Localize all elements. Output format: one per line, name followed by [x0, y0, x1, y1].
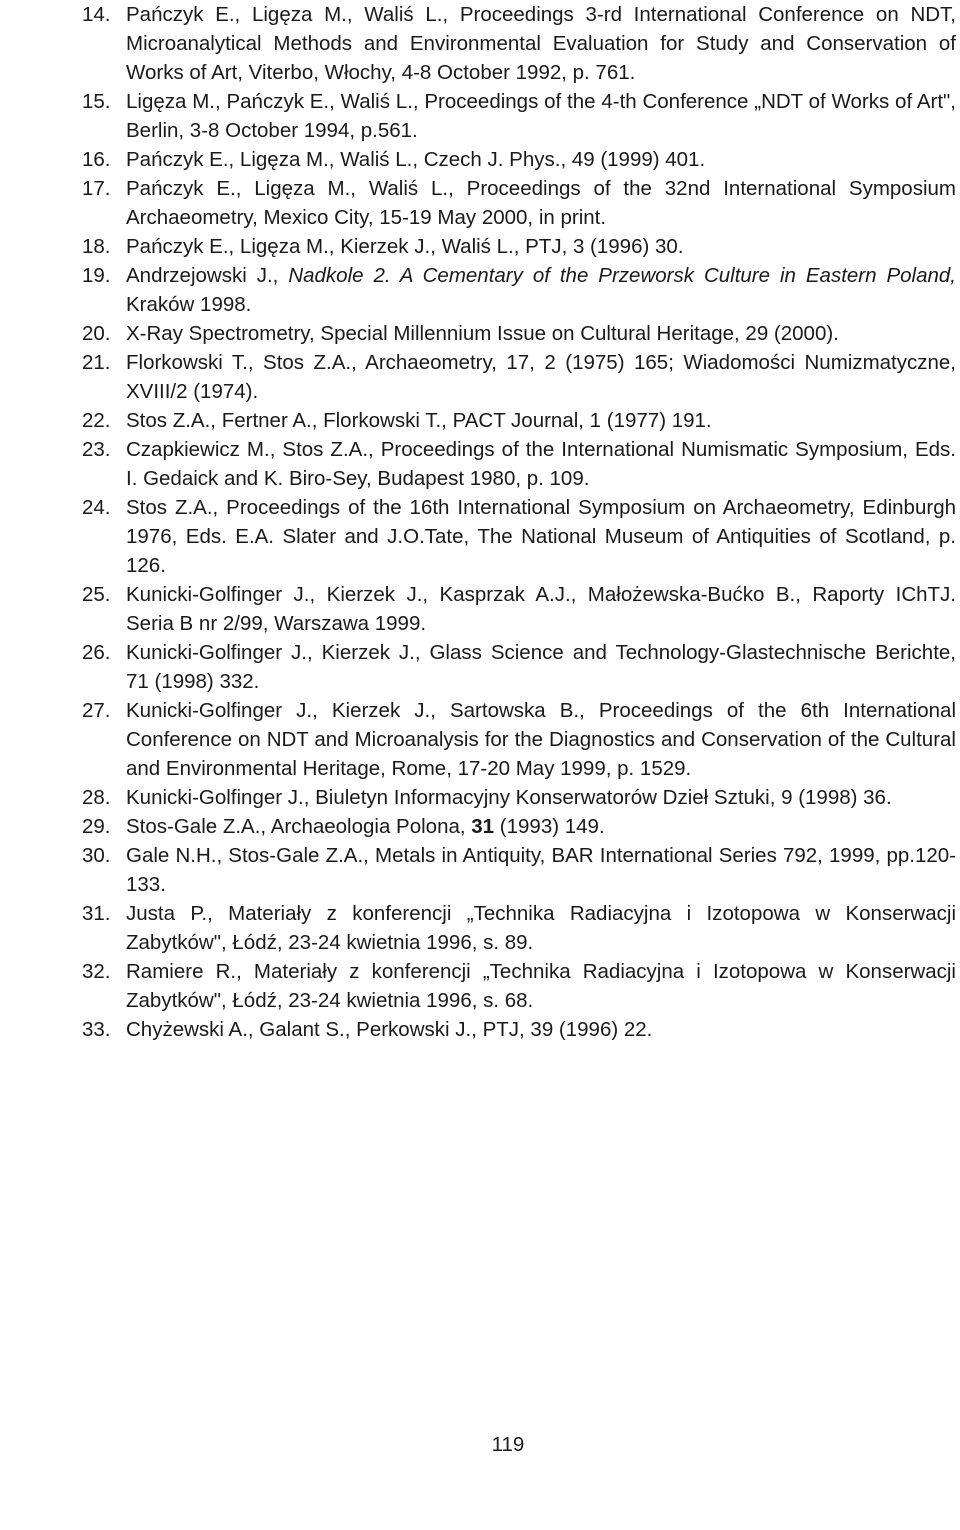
reference-text-segment: Gale N.H., Stos-Gale Z.A., Metals in Antiquity, BAR International Series 792, 1999, pp.120-133. — [126, 844, 956, 896]
reference-number: 19. — [82, 264, 111, 287]
reference-item — [82, 957, 956, 1015]
reference-text — [126, 438, 956, 490]
reference-text — [126, 960, 956, 1012]
reference-item — [82, 0, 956, 87]
reference-text-segment: Czapkiewicz M., Stos Z.A., Proceedings of the International Numismatic Symposium, Eds. I. Gedaick and K. Biro-Sey, Budapest 1980, p. 109. — [126, 438, 956, 490]
reference-text — [126, 264, 956, 316]
reference-text-segment: Florkowski T., Stos Z.A., Archaeometry, 17, 2 (1975) 165; Wiadomości Numizmatyczne, XVIII/2 (1974). — [126, 351, 956, 403]
reference-text-segment: Kunicki-Golfinger J., Biuletyn Informacyjny Konserwatorów Dzieł Sztuki, 9 (1998) 36. — [126, 786, 892, 809]
reference-item — [82, 348, 956, 406]
reference-number: 28. — [82, 786, 111, 809]
reference-text — [126, 148, 705, 171]
reference-text — [126, 1018, 652, 1041]
reference-text-segment: Nadkole 2. A Cementary of the Przeworsk Culture in Eastern Poland, — [288, 264, 956, 287]
reference-text — [126, 496, 956, 577]
reference-number: 27. — [82, 699, 111, 722]
reference-number: 18. — [82, 235, 111, 258]
page-number-text: 119 — [491, 1433, 525, 1456]
reference-item — [82, 1015, 956, 1044]
reference-item — [82, 638, 956, 696]
reference-text — [126, 844, 956, 896]
reference-number: 30. — [82, 844, 111, 867]
reference-number: 21. — [82, 351, 111, 374]
reference-number: 31. — [82, 902, 111, 925]
reference-list — [82, 0, 956, 1044]
reference-item — [82, 783, 956, 812]
reference-text — [126, 3, 956, 84]
reference-item — [82, 174, 956, 232]
reference-number: 32. — [82, 960, 111, 983]
reference-text — [126, 641, 956, 693]
reference-text — [126, 322, 839, 345]
reference-text-segment: Kunicki-Golfinger J., Kierzek J., Glass Science and Technology-Glastechnische Berichte, 71 (1998) 332. — [126, 641, 956, 693]
reference-item — [82, 493, 956, 580]
reference-item — [82, 145, 956, 174]
reference-text — [126, 786, 892, 809]
reference-number: 15. — [82, 90, 111, 113]
reference-text-segment: Andrzejowski J., — [126, 264, 289, 287]
reference-text — [126, 409, 712, 432]
reference-text-segment: Stos-Gale Z.A., Archaeologia Polona, — [126, 815, 472, 838]
reference-text-segment: Stos Z.A., Fertner A., Florkowski T., PACT Journal, 1 (1977) 191. — [126, 409, 712, 432]
reference-number: 17. — [82, 177, 111, 200]
reference-text — [126, 90, 956, 142]
reference-text-segment: Pańczyk E., Ligęza M., Waliś L., Proceedings 3-rd International Conference on NDT, Microanalytical Methods and Environmental Evaluation for Study and Conservation of Works of Art, Viterbo, Włochy, 4-8 October 1992, p. 761. — [126, 3, 956, 84]
reference-number: 20. — [82, 322, 111, 345]
reference-text-segment: (1993) 149. — [494, 815, 605, 838]
reference-text-segment: Kraków 1998. — [126, 293, 252, 316]
reference-item — [82, 841, 956, 899]
reference-text-segment: X-Ray Spectrometry, Special Millennium Issue on Cultural Heritage, 29 (2000). — [126, 322, 839, 345]
reference-number: 14. — [82, 3, 111, 26]
reference-text-segment: Kunicki-Golfinger J., Kierzek J., Sartowska B., Proceedings of the 6th International Conference on NDT and Microanalysis for the Diagnostics and Conservation of the Cultural and Environmental Heritage, Rome, 17-20 May 1999, p. 1529. — [126, 699, 956, 780]
reference-item — [82, 899, 956, 957]
reference-text — [126, 235, 684, 258]
reference-item — [82, 580, 956, 638]
reference-text — [126, 699, 956, 780]
reference-text — [126, 583, 956, 635]
reference-text-segment: Pańczyk E., Ligęza M., Waliś L., Proceedings of the 32nd International Symposium Archaeometry, Mexico City, 15-19 May 2000, in print. — [126, 177, 956, 229]
reference-number: 29. — [82, 815, 111, 838]
reference-text-segment: Justa P., Materiały z konferencji „Technika Radiacyjna i Izotopowa w Konserwacji Zabytków", Łódź, 23-24 kwietnia 1996, s. 89. — [126, 902, 956, 954]
reference-item — [82, 319, 956, 348]
reference-text-segment: Ramiere R., Materiały z konferencji „Technika Radiacyjna i Izotopowa w Konserwacji Zabytków", Łódź, 23-24 kwietnia 1996, s. 68. — [126, 960, 956, 1012]
reference-number: 33. — [82, 1018, 111, 1041]
reference-text-segment: Pańczyk E., Ligęza M., Kierzek J., Waliś L., PTJ, 3 (1996) 30. — [126, 235, 684, 258]
reference-text-segment: Ligęza M., Pańczyk E., Waliś L., Proceedings of the 4-th Conference „NDT of Works of Art", Berlin, 3-8 October 1994, p.561. — [126, 90, 956, 142]
reference-number: 16. — [82, 148, 111, 171]
reference-number: 24. — [82, 496, 111, 519]
reference-item — [82, 435, 956, 493]
page-number — [0, 1433, 960, 1457]
reference-text-segment: Kunicki-Golfinger J., Kierzek J., Kasprzak A.J., Małożewska-Bućko B., Raporty IChTJ. Seria B nr 2/99, Warszawa 1999. — [126, 583, 956, 635]
reference-number: 26. — [82, 641, 111, 664]
reference-item — [82, 261, 956, 319]
reference-text — [126, 351, 956, 403]
reference-number: 22. — [82, 409, 111, 432]
reference-item — [82, 232, 956, 261]
reference-text-segment: 31 — [471, 815, 495, 838]
reference-text-segment: Pańczyk E., Ligęza M., Waliś L., Czech J. Phys., 49 (1999) 401. — [126, 148, 706, 171]
reference-number: 23. — [82, 438, 111, 461]
reference-item — [82, 406, 956, 435]
reference-text — [126, 815, 605, 838]
reference-text — [126, 177, 956, 229]
reference-text-segment: Stos Z.A., Proceedings of the 16th International Symposium on Archaeometry, Edinburgh 1976, Eds. E.A. Slater and J.O.Tate, The National Museum of Antiquities of Scotland, p. 126. — [126, 496, 956, 577]
reference-text-segment: Chyżewski A., Galant S., Perkowski J., PTJ, 39 (1996) 22. — [126, 1018, 653, 1041]
reference-item — [82, 87, 956, 145]
reference-number: 25. — [82, 583, 111, 606]
reference-item — [82, 812, 956, 841]
reference-item — [82, 696, 956, 783]
reference-text — [126, 902, 956, 954]
